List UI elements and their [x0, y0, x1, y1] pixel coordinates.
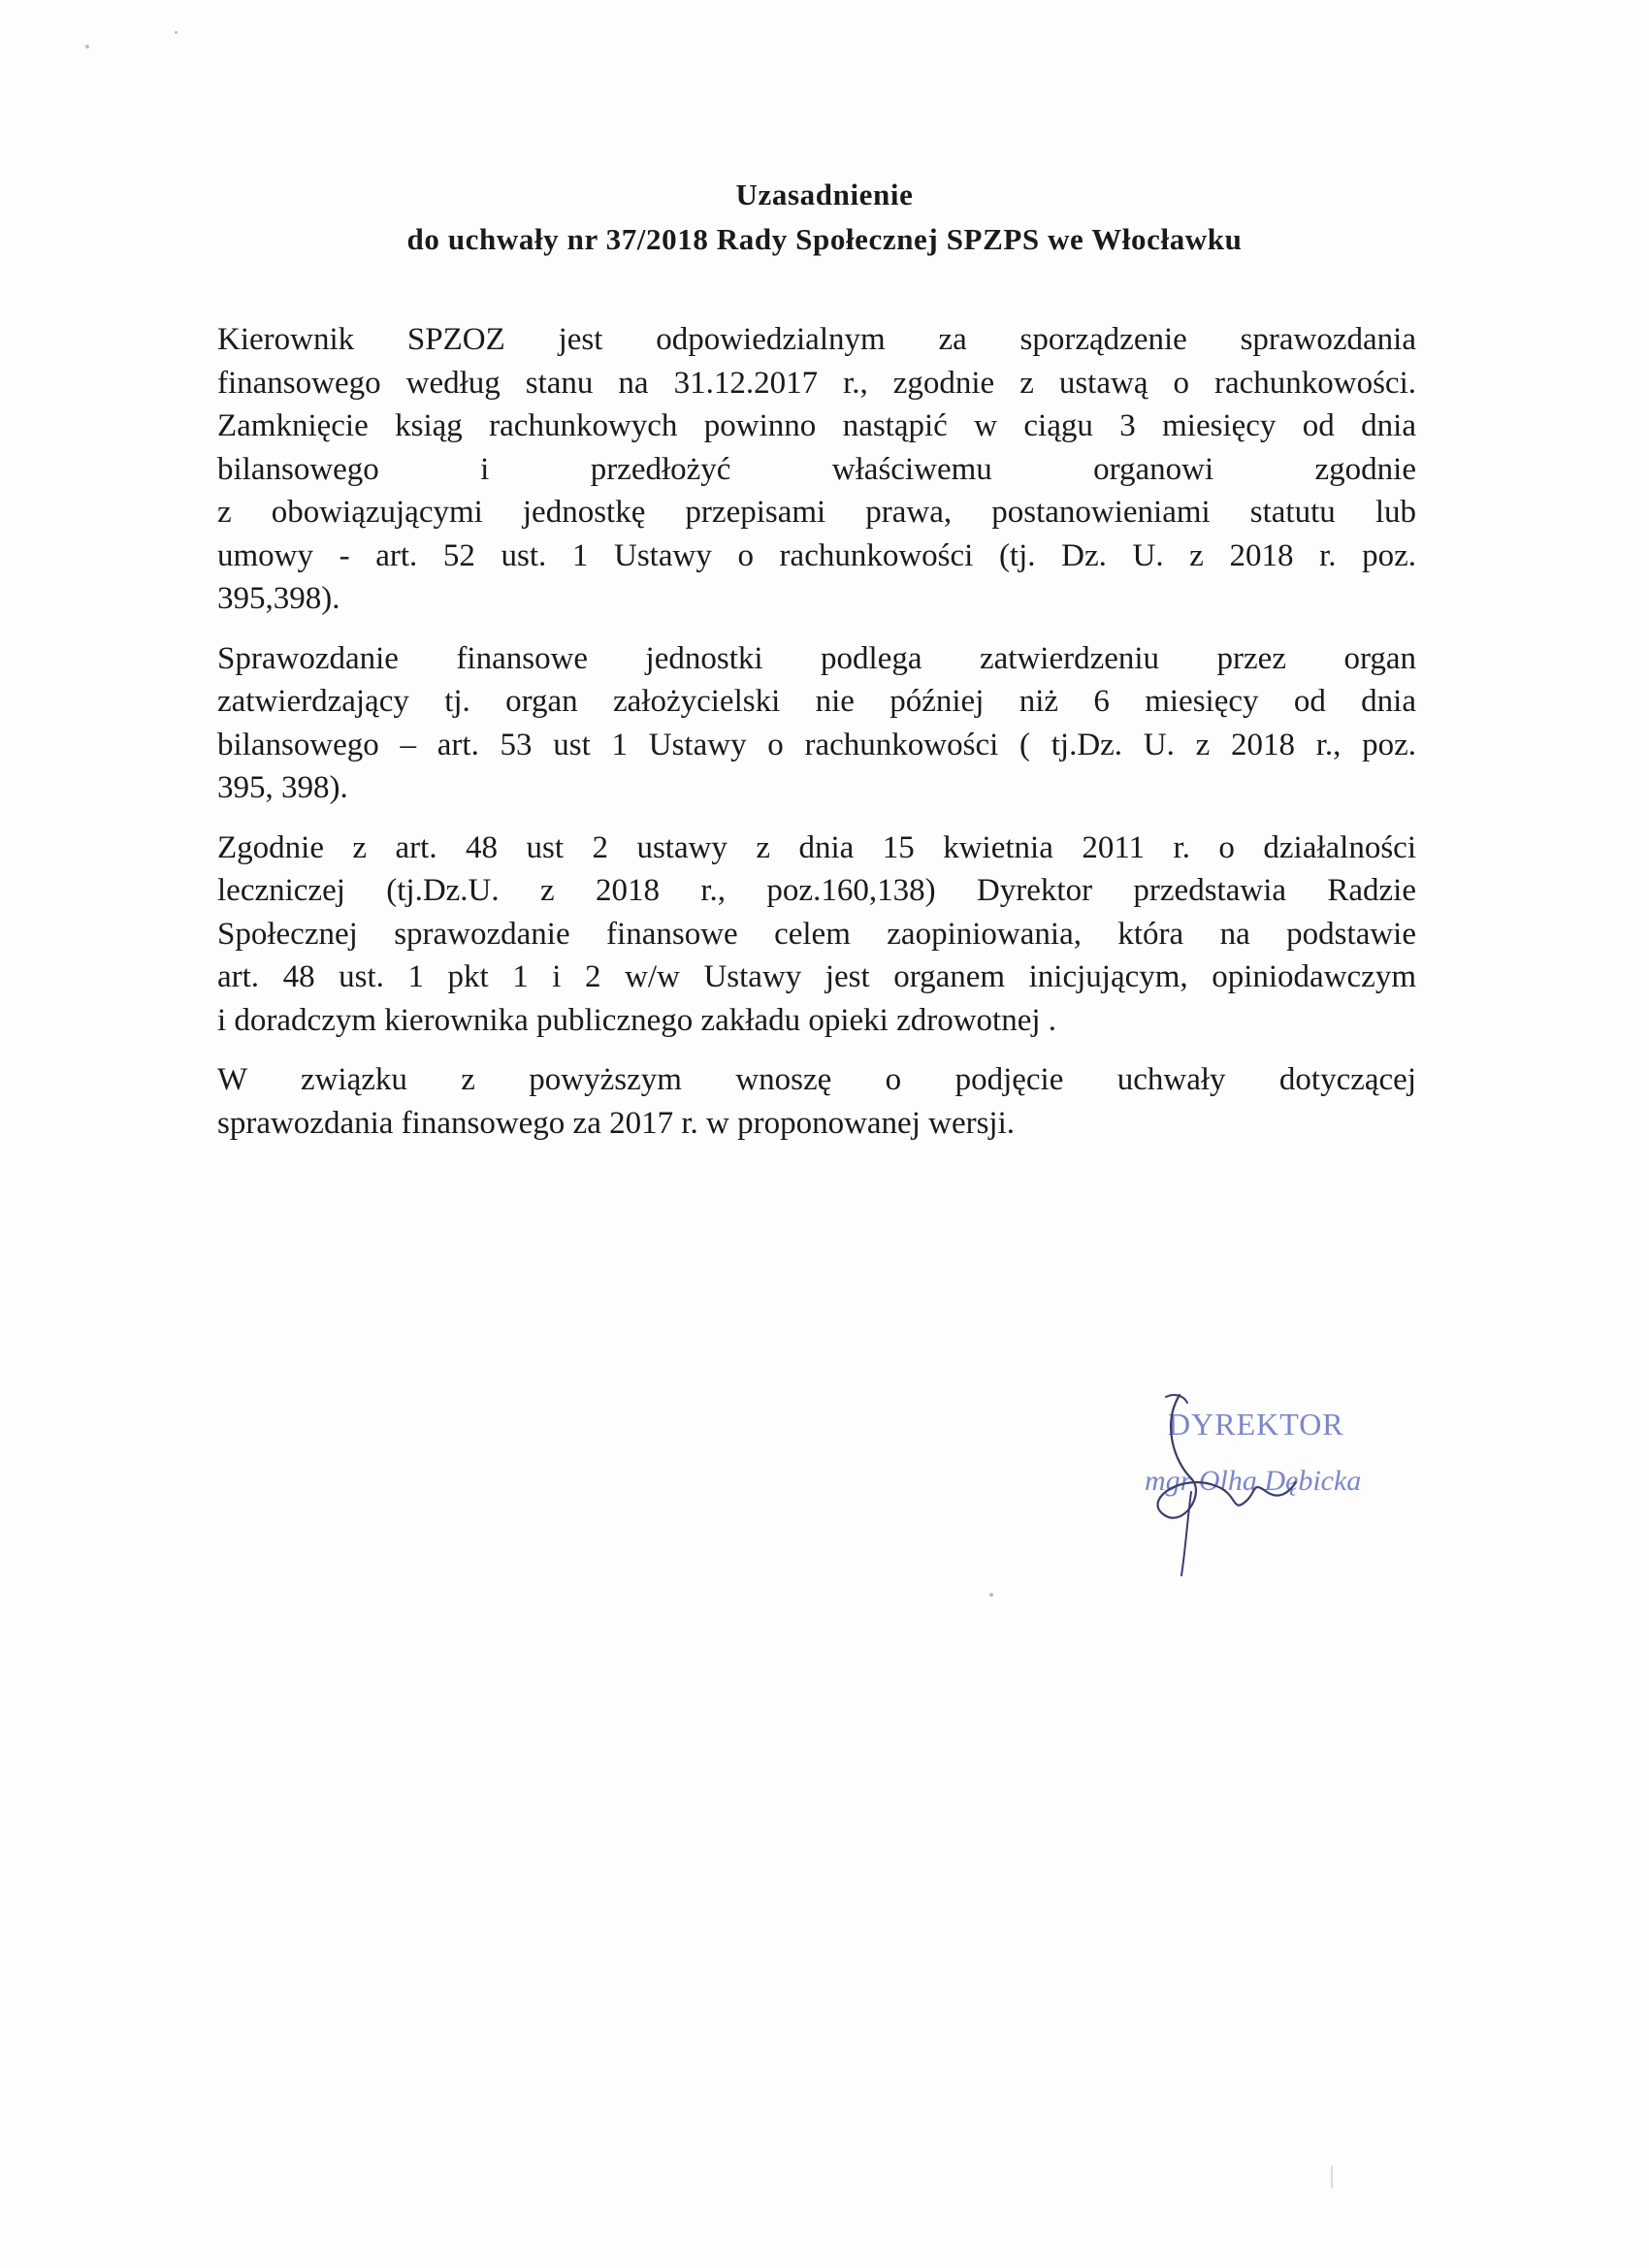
paragraph-line: sprawozdania finansowego za 2017 r. w proponowanej wersji. [217, 1105, 1016, 1141]
paragraph-4 [175, 1058, 1416, 1145]
paragraph-line: art. 48 ust. 1 pkt 1 i 2 w/w Ustawy jest organem inicjującym, opiniodawczym [217, 959, 1416, 994]
paragraph-line: bilansowego i przedłożyć właściwemu organowi zgodnie [217, 451, 1416, 487]
paragraph-line: umowy - art. 52 ust. 1 Ustawy o rachunkowości (tj. Dz. U. z 2018 r. poz. [217, 537, 1416, 573]
handwritten-signature [1123, 1385, 1434, 1579]
document-heading [0, 173, 1649, 262]
paragraph-3 [175, 826, 1416, 1043]
heading-title: Uzasadnienie [735, 178, 914, 211]
paragraph-line: 395, 398). [217, 770, 348, 805]
signature-title: DYREKTOR [1168, 1407, 1344, 1442]
paragraph-line: Zgodnie z art. 48 ust 2 ustawy z dnia 15 kwietnia 2011 r. o działalności [217, 829, 1416, 865]
director-signature-stamp [1123, 1385, 1434, 1579]
paragraph-1 [175, 318, 1416, 621]
scan-speck [989, 1593, 993, 1597]
scan-speck [175, 31, 178, 34]
paragraph-2 [175, 637, 1416, 810]
paragraph-line: W związku z powyższym wnoszę o podjęcie uchwały dotyczącej [217, 1062, 1416, 1097]
paragraph-line: Społecznej sprawozdanie finansowe celem zaopiniowania, która na podstawie [217, 916, 1416, 952]
paragraph-line: Kierownik SPZOZ jest odpowiedzialnym za sporządzenie sprawozdania [217, 322, 1416, 357]
scan-speck [85, 45, 89, 49]
scan-speck [1331, 2165, 1333, 2188]
paragraph-line: i doradczym kierownika publicznego zakładu opieki zdrowotnej . [217, 1002, 1057, 1038]
paragraph-line: bilansowego – art. 53 ust 1 Ustawy o rachunkowości ( tj.Dz. U. z 2018 r., poz. [217, 727, 1416, 762]
paragraph-line: finansowego według stanu na 31.12.2017 r., zgodnie z ustawą o rachunkowości. [217, 365, 1416, 401]
document-body [175, 318, 1416, 1161]
paragraph-line: zatwierdzający tj. organ założycielski nie później niż 6 miesięcy od dnia [217, 684, 1416, 719]
heading-subtitle: do uchwały nr 37/2018 Rady Społecznej SPZPS we Włocławku [406, 222, 1243, 256]
paragraph-line: Zamknięcie ksiąg rachunkowych powinno nastąpić w ciągu 3 miesięcy od dnia [217, 408, 1416, 443]
paragraph-line: z obowiązującymi jednostkę przepisami prawa, postanowieniami statutu lub [217, 495, 1416, 530]
paragraph-line: leczniczej (tj.Dz.U. z 2018 r., poz.160,138) Dyrektor przedstawia Radzie [217, 873, 1416, 908]
paragraph-line: Sprawozdanie finansowe jednostki podlega zatwierdzeniu przez organ [217, 640, 1416, 676]
paragraph-line: 395,398). [217, 581, 340, 616]
signature-name: mgr Olha Dębicka [1145, 1465, 1362, 1497]
